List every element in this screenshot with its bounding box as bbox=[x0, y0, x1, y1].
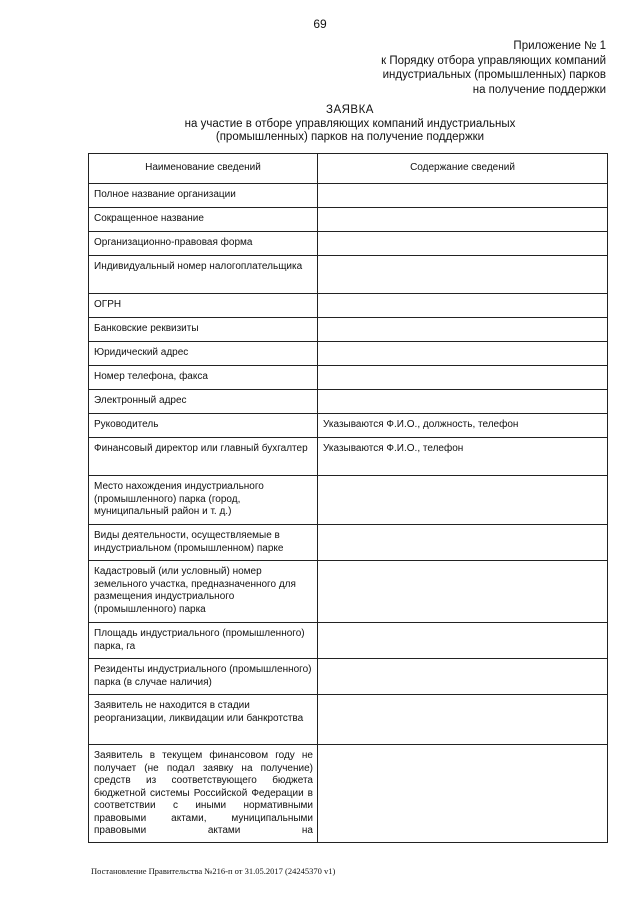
row-field-name: Финансовый директор или главный бухгалтер bbox=[89, 438, 318, 476]
appendix-header bbox=[306, 39, 606, 97]
row-field-name: Юридический адрес bbox=[89, 342, 318, 366]
title-subtitle-line: на участие в отборе управляющих компаний индустриальных bbox=[184, 117, 516, 130]
table-row bbox=[89, 232, 608, 256]
table-row bbox=[89, 342, 608, 366]
row-field-value bbox=[318, 208, 608, 232]
row-field-value bbox=[318, 232, 608, 256]
row-field-name: ОГРН bbox=[89, 294, 318, 318]
table-row bbox=[89, 256, 608, 294]
table-row bbox=[89, 390, 608, 414]
table-row bbox=[89, 414, 608, 438]
table-row bbox=[89, 366, 608, 390]
row-field-name: Заявитель в текущем финансовом году не получает (не подал заявку на получение) средств из соответствующего бюджета бюджетной системы Российской Федерации в соответствии с иными нормативными правовыми актами, муниципальными правовыми актами на bbox=[89, 745, 318, 843]
appendix-line: Приложение № 1 bbox=[513, 40, 606, 52]
row-field-name: Банковские реквизиты bbox=[89, 318, 318, 342]
table-row bbox=[89, 659, 608, 695]
title-subtitle-line: (промышленных) парков на получение поддержки bbox=[215, 131, 485, 143]
table-row bbox=[89, 623, 608, 659]
row-field-name: Электронный адрес bbox=[89, 390, 318, 414]
document-title bbox=[0, 104, 640, 145]
table-row bbox=[89, 318, 608, 342]
row-field-value bbox=[318, 342, 608, 366]
row-field-name: Кадастровый (или условный) номер земельного участка, предназначенного для размещения индустриального (промышленного) парка bbox=[89, 561, 318, 623]
row-field-value bbox=[318, 366, 608, 390]
row-field-value bbox=[318, 745, 608, 843]
row-field-name: Организационно-правовая форма bbox=[89, 232, 318, 256]
table-row bbox=[89, 561, 608, 623]
row-field-value: Указываются Ф.И.О., телефон bbox=[318, 438, 608, 476]
row-field-name: Номер телефона, факса bbox=[89, 366, 318, 390]
row-field-name: Индивидуальный номер налогоплательщика bbox=[89, 256, 318, 294]
row-field-name: Заявитель не находится в стадии реорганизации, ликвидации или банкротства bbox=[89, 695, 318, 745]
table-row bbox=[89, 294, 608, 318]
row-field-value bbox=[318, 476, 608, 525]
row-field-value bbox=[318, 695, 608, 745]
row-field-name: Место нахождения индустриального (промышленного) парка (город, муниципальный район и т. д.) bbox=[89, 476, 318, 525]
row-field-value bbox=[318, 561, 608, 623]
row-field-name: Сокращенное название bbox=[89, 208, 318, 232]
row-field-value bbox=[318, 184, 608, 208]
application-form-table bbox=[88, 153, 608, 843]
title-main: ЗАЯВКА bbox=[326, 104, 374, 116]
row-field-name: Резиденты индустриального (промышленного) парка (в случае наличия) bbox=[89, 659, 318, 695]
page-number: 69 bbox=[313, 17, 327, 31]
row-field-value: Указываются Ф.И.О., должность, телефон bbox=[318, 414, 608, 438]
table-row bbox=[89, 525, 608, 561]
appendix-line: к Порядку отбора управляющих компаний bbox=[381, 54, 606, 67]
appendix-line: индустриальных (промышленных) парков bbox=[382, 69, 606, 81]
table-row bbox=[89, 695, 608, 745]
table-row bbox=[89, 476, 608, 525]
footer-reference: Постановление Правительства №216-п от 31.05.2017 (24245370 v1) bbox=[91, 866, 336, 876]
row-field-value bbox=[318, 390, 608, 414]
row-field-name: Виды деятельности, осуществляемые в индустриальном (промышленном) парке bbox=[89, 525, 318, 561]
table-row bbox=[89, 745, 608, 843]
row-field-value bbox=[318, 525, 608, 561]
table-row bbox=[89, 438, 608, 476]
table-header-row bbox=[89, 154, 608, 184]
row-field-name: Площадь индустриального (промышленного) парка, га bbox=[89, 623, 318, 659]
column-header-name: Наименование сведений bbox=[89, 154, 318, 184]
row-field-value bbox=[318, 623, 608, 659]
column-header-content: Содержание сведений bbox=[318, 154, 608, 184]
row-field-value bbox=[318, 318, 608, 342]
appendix-line: на получение поддержки bbox=[472, 83, 606, 96]
row-field-name: Руководитель bbox=[89, 414, 318, 438]
table-row bbox=[89, 208, 608, 232]
row-field-value bbox=[318, 294, 608, 318]
table-row bbox=[89, 184, 608, 208]
row-field-name: Полное название организации bbox=[89, 184, 318, 208]
row-field-value bbox=[318, 256, 608, 294]
row-field-value bbox=[318, 659, 608, 695]
